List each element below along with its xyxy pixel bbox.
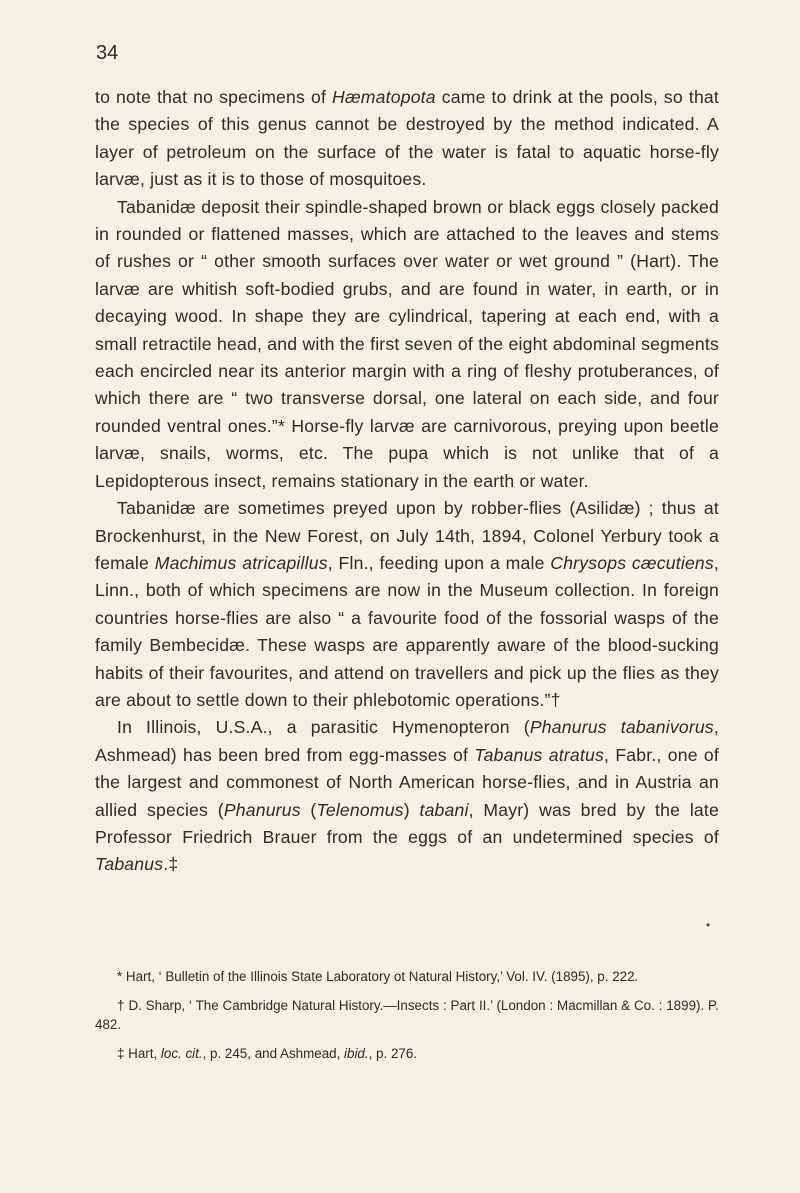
- footnote-2: † D. Sharp, ‘ The Cambridge Natural History.—Insects : Part II.’ (London : Macmillan & Co. : 1899). P. 482.: [95, 998, 719, 1032]
- paragraph-1: to note that no specimens of Hæmatopota came to drink at the pools, so that the species of this genus cannot be destroyed by the method indicated. A layer of petroleum on the surface of the water is fatal to aquatic horse-fly larvæ, just as it is to those of mosquitoes.: [95, 87, 719, 190]
- species-name: tabani: [419, 799, 469, 820]
- main-text: [95, 84, 719, 879]
- subgenus-name: Telenomus: [316, 799, 404, 820]
- species-name: Tabanus atratus: [474, 744, 604, 765]
- species-name: Machimus atricapillus: [154, 552, 328, 573]
- paragraph-2: Tabanidæ deposit their spindle-shaped brown or black eggs closely packed in rounded or flattened masses, which are attached to the leaves and stems of rushes or “ other smooth surfaces over water or wet ground ” (Hart). The larvæ are whitish soft-bodied grubs, and are found in water, in earth, or in decaying wood. In shape they are cylindrical, tapering at each end, with a small retractile head, and with the first seven of the eight abdominal segments each encircled near its anterior margin with a ring of fleshy protuberances, of which there are “ two transverse dorsal, one lateral on each side, and four rounded ventral ones.”* Horse-fly larvæ are carnivorous, preying upon beetle larvæ, snails, worms, etc. The pupa which is not unlike that of a Lepidopterous insect, remains stationary in the earth or water.: [95, 196, 719, 491]
- citation-abbrev: ibid.: [344, 1046, 369, 1061]
- species-name: Phanurus tabanivorus: [529, 717, 714, 738]
- footnote-1: * Hart, ‘ Bulletin of the Illinois State Laboratory ot Natural History,’ Vol. IV. (1895), p. 222.: [117, 969, 639, 984]
- species-name: Chrysops cæcutiens: [550, 552, 714, 573]
- footnote-3: ‡ Hart, loc. cit., p. 245, and Ashmead, ibid., p. 276.: [117, 1046, 418, 1061]
- page-number: 34: [96, 42, 119, 64]
- citation-abbrev: loc. cit.: [160, 1046, 203, 1061]
- paragraph-3: Tabanidæ are sometimes preyed upon by robber-flies (Asilidæ) ; thus at Brockenhurst, in the New Forest, on July 14th, 1894, Colonel Yerbury took a female Machimus atricapillus, Fln., feeding upon a male Chrysops cæcutiens, Linn., both of which specimens are now in the Museum collection. In foreign countries horse-flies are also “ a favourite food of the fossorial wasps of the family Bembecidæ. These wasps are apparently aware of the blood-sucking habits of their favourites, and attend on travellers and pick up the flies as they are about to settle down to their phlebotomic operations.”†: [95, 498, 719, 710]
- genus-name: Tabanus: [95, 854, 164, 875]
- genus-name: Phanurus: [223, 799, 301, 820]
- paragraph-4: In Illinois, U.S.A., a parasitic Hymenopteron (Phanurus tabanivorus, Ashmead) has been bred from egg-masses of Tabanus atratus, Fabr., one of the largest and commonest of North American horse-flies, and in Austria an allied species (Phanurus (Telenomus) tabani, Mayr) was bred by the late Professor Friedrich Brauer from the eggs of an undetermined species of Tabanus.‡: [95, 717, 720, 875]
- stray-mark: •: [706, 918, 711, 932]
- footnotes: [95, 967, 719, 1073]
- genus-name: Hæmatopota: [332, 87, 436, 107]
